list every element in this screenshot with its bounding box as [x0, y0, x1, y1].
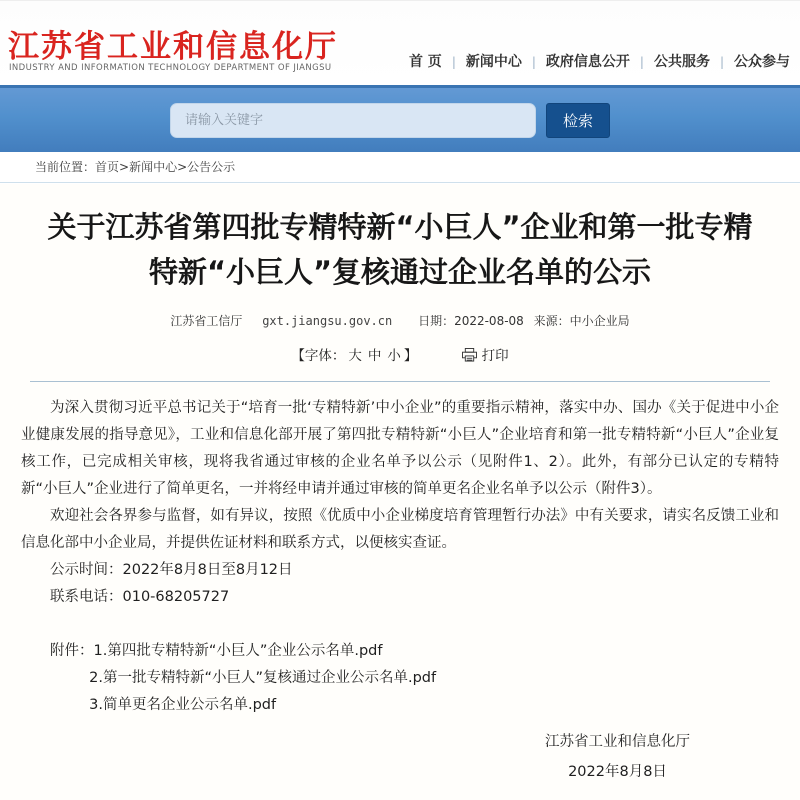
site-logo-subtitle: INDUSTRY AND INFORMATION TECHNOLOGY DEPARTMENT OF JIANGSU — [9, 63, 332, 73]
nav-item-gov-info[interactable]: 政府信息公开 — [545, 54, 630, 70]
article-paragraph: 欢迎社会各界参与监督，如有异议，按照《优质中小企业梯度培育管理暂行办法》中有关要求，请实名反馈工业和信息化部中小企业局，并提供佐证材料和联系方式，以便核实查证。 — [21, 508, 779, 551]
site-logo-title: 江苏省工业和信息化厅 — [8, 29, 338, 65]
attachment-link-1[interactable]: 1.第四批专精特新“小巨人”企业公示名单.pdf — [93, 643, 383, 659]
signature-date: 2022年8月8日 — [568, 764, 667, 780]
article-body — [21, 395, 779, 719]
content-divider — [30, 381, 770, 382]
font-toolbar — [0, 344, 800, 366]
article-signature — [545, 727, 690, 787]
nav-item-news[interactable]: 新闻中心 — [465, 54, 522, 70]
top-navigation — [405, 51, 794, 71]
nav-separator: | — [639, 55, 644, 69]
article-paragraph: 为深入贯彻习近平总书记关于“培育一批‘专精特新’中小企业”的重要指示精神，落实中办、国办《关于促进中小企业健康发展的指导意见》，工业和信息化部开展了第四批专精特新“小巨人”企业培育和第一批专精特新“小巨人”企业复核工作，已完成相关审核，现将我省通过审核的企业名单予以公示（见附件1、2）。此外，有部分已认定的专精特新“小巨人”企业进行了简单更名，一并将经申请并通过审核的简单更名企业名单予以公示（附件3）。 — [21, 400, 779, 497]
font-size-small-button[interactable]: 小 — [387, 348, 401, 364]
font-size-large-button[interactable]: 大 — [348, 348, 362, 364]
printer-icon — [462, 348, 477, 366]
search-button[interactable]: 检索 — [546, 103, 610, 138]
contact-phone-line: 联系电话：010-68205727 — [50, 589, 230, 605]
nav-separator: | — [451, 55, 456, 69]
nav-item-public-service[interactable]: 公共服务 — [653, 54, 710, 70]
meta-date: 日期：2022-08-08 — [418, 314, 524, 328]
meta-origin: 来源：中小企业局 — [533, 314, 630, 328]
nav-item-home[interactable]: 首 页 — [408, 54, 442, 70]
article-title: 关于江苏省第四批专精特新“小巨人”企业和第一批专精特新“小巨人”复核通过企业名单的公示 — [47, 210, 753, 289]
font-size-label-prefix: 【字体： — [291, 348, 346, 364]
article-meta — [0, 312, 800, 329]
nav-item-public-participation[interactable]: 公众参与 — [734, 54, 790, 70]
attachments-label: 附件： — [50, 643, 94, 659]
article-container — [0, 184, 800, 800]
print-label: 打印 — [481, 348, 509, 364]
breadcrumb-prefix: 当前位置： — [35, 160, 96, 174]
breadcrumb — [35, 152, 235, 183]
meta-source-url: gxt.jiangsu.gov.cn — [262, 314, 393, 328]
site-header — [0, 0, 800, 85]
meta-source-org: 江苏省工信厅 — [170, 314, 243, 328]
attachments-block — [21, 638, 779, 719]
breadcrumb-path[interactable]: 首页>新闻中心>公告公示 — [95, 160, 236, 174]
attachment-row — [21, 638, 779, 665]
attachment-link-3[interactable]: 3.简单更名企业公示名单.pdf — [89, 697, 277, 713]
attachment-row — [21, 665, 779, 692]
nav-separator: | — [531, 55, 536, 69]
search-band — [0, 85, 800, 152]
breadcrumb-bar — [0, 152, 800, 183]
nav-separator: | — [719, 55, 724, 69]
search-input[interactable] — [170, 103, 536, 138]
font-size-medium-button[interactable]: 中 — [367, 348, 382, 364]
font-size-label-suffix: 】 — [403, 348, 418, 364]
print-button[interactable] — [462, 348, 509, 364]
attachment-link-2[interactable]: 2.第一批专精特新“小巨人”复核通过企业公示名单.pdf — [89, 670, 437, 686]
publicity-period-line: 公示时间：2022年8月8日至8月12日 — [50, 562, 293, 578]
attachment-row — [21, 692, 779, 719]
signature-org: 江苏省工业和信息化厅 — [545, 734, 690, 750]
